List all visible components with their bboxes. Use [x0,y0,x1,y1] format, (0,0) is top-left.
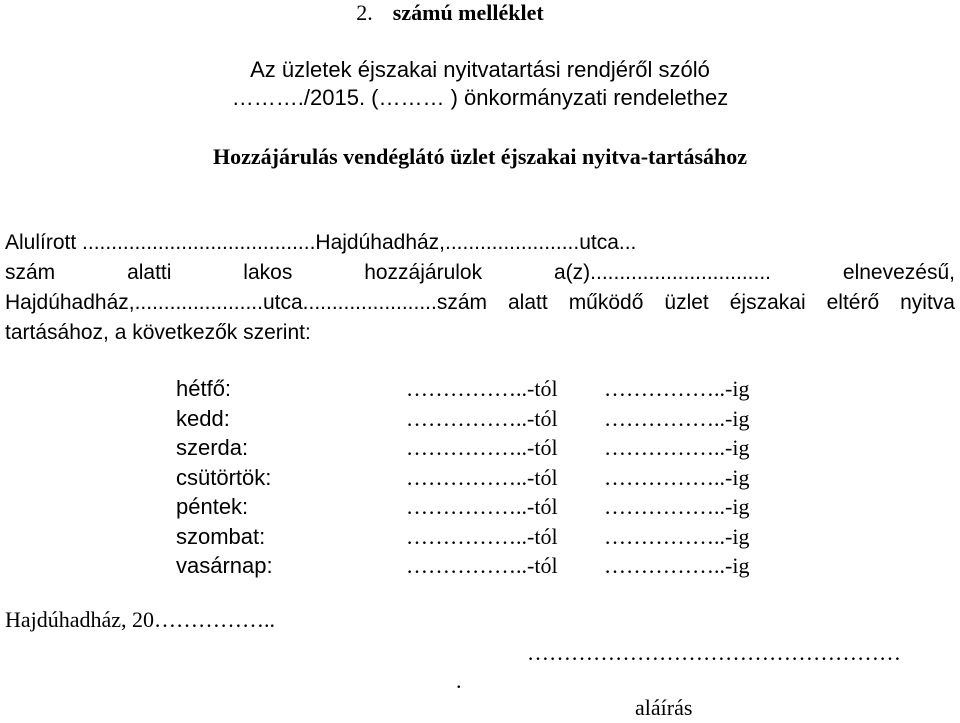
schedule-to-blank: ……………..-ig [604,435,750,460]
signature-dot: . [456,668,462,693]
document-heading: Hozzájárulás vendéglátó üzlet éjszakai nyitva-tartásához [212,144,748,169]
subtitle-line-1: Az üzletek éjszakai nyitvatartási rendjéről szóló [250,57,710,82]
schedule-to-blank: ……………..-ig [604,405,750,431]
schedule-from-blank: ……………..-tól [406,376,558,401]
body-word: éjszakai [729,291,806,314]
body-word: elnevezésű, [842,261,955,284]
schedule-from-blank: ……………..-tól [406,405,558,431]
schedule-day: péntek: [176,494,249,519]
annex-title-text: számú melléklet [392,0,544,25]
schedule-row [176,433,749,463]
body-line-2 [5,258,955,288]
schedule-row [176,374,749,404]
body-word: működő [568,291,644,314]
schedule-from-blank: ……………..-tól [406,494,558,519]
schedule-row [176,463,749,493]
schedule-from-blank: ……………..-tól [406,523,558,549]
schedule-day: hétfő: [176,376,232,401]
schedule-from-blank: ……………..-tól [406,435,558,460]
subtitle-line-2: ………./2015. (……… ) önkormányzati rendelethez [231,85,729,110]
body-line-1: Alulírott ........................................Hajdúhadház,.......................utca... [5,231,637,254]
schedule-day: szerda: [176,435,249,460]
schedule-to-blank: ……………..-ig [604,553,750,578]
schedule-day: kedd: [176,405,230,431]
schedule-to-blank: ……………..-ig [604,376,750,401]
schedule-day: csütörtök: [176,464,272,490]
place-and-date: Hajdúhadház, 20…………….. [5,607,276,632]
body-word: nyitva [900,291,955,314]
body-word: Hajdúhadház,......................utca.......................szám [5,291,488,314]
body-word: szám [5,261,56,284]
annex-title [0,0,930,26]
body-word: üzlet [664,291,709,314]
schedule-from-blank: ……………..-tól [406,553,558,578]
body-line-3 [5,288,955,318]
schedule-row [176,551,749,581]
body-line-4: tartásához, a következők szerint: [5,321,311,344]
schedule-from-blank: ……………..-tól [406,464,558,490]
body-word: alatti [127,261,172,284]
annex-number: 2. [356,0,373,25]
schedule-to-blank: ……………..-ig [604,523,750,549]
schedule-row [176,404,749,434]
schedule-day: vasárnap: [176,553,273,578]
schedule-to-blank: ……………..-ig [604,464,750,490]
schedule-row [176,492,749,522]
body-word: hozzájárulok [364,261,483,284]
schedule-to-blank: ……………..-ig [604,494,750,519]
schedule-row [176,522,749,552]
body-word: alatt [508,291,548,314]
body-word: lakos [243,261,293,284]
opening-hours-schedule [176,374,749,581]
schedule-day: szombat: [176,523,266,549]
signature-label: aláírás [635,695,693,720]
signature-line: …………………………………………… [527,640,901,665]
body-word: eltérő [826,291,880,314]
body-word: a(z)............................... [553,261,772,284]
